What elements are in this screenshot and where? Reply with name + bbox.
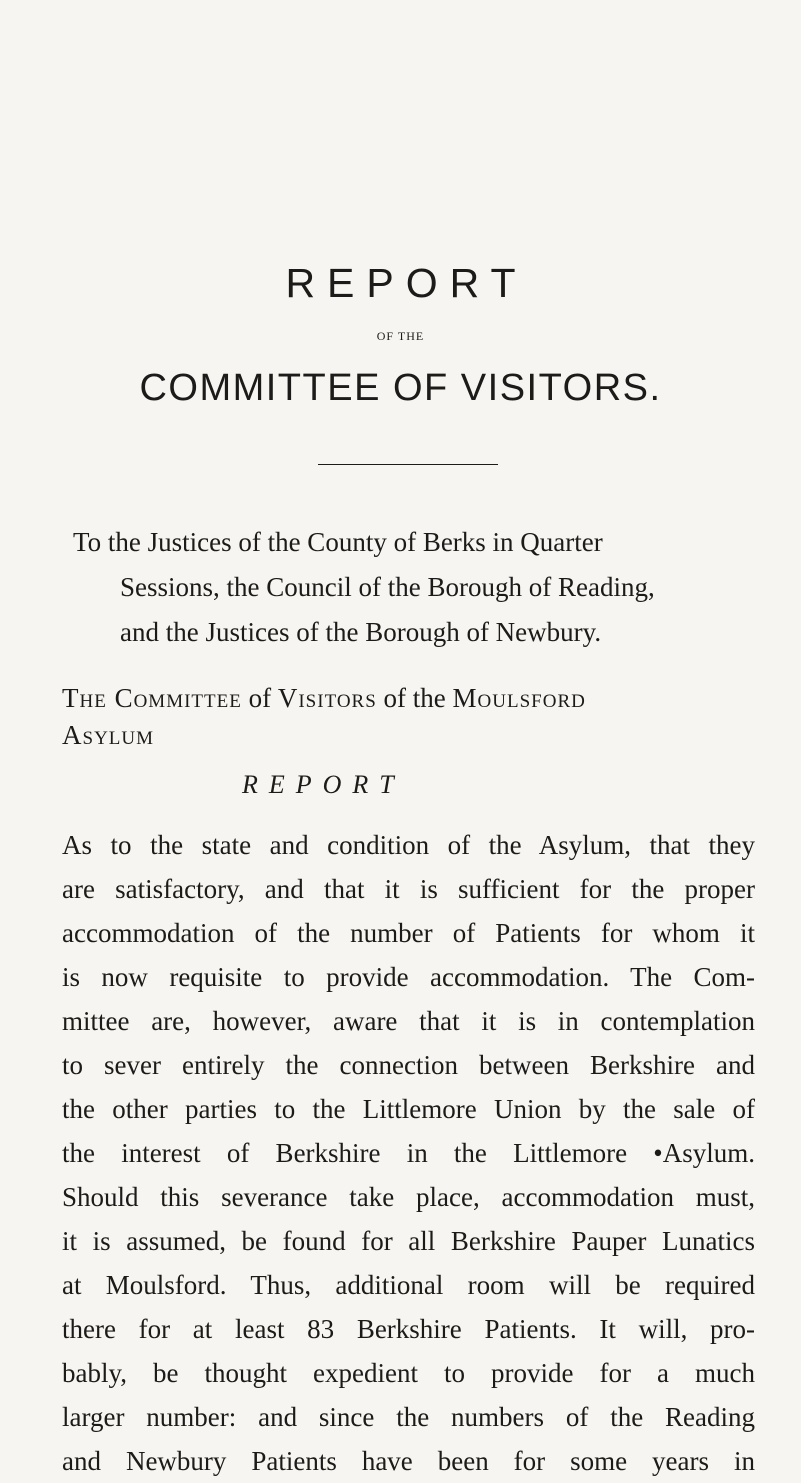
body-line-text: accommodation of the number of Patients for whom it (62, 918, 755, 948)
moulsford-text: Moulsford (452, 683, 586, 713)
address-line: and the Justices of the Borough of Newbury. (120, 617, 602, 647)
body-line-text: As to the state and condition of the Asylum, that they (62, 830, 755, 860)
body-line (62, 867, 755, 911)
committee-heading: COMMITTEE OF VISITORS. (139, 367, 662, 409)
body-line (62, 1087, 755, 1131)
body-line-text: to sever entirely the connection between Berkshire and (62, 1050, 755, 1080)
divider-rule (318, 464, 498, 465)
body-line (62, 911, 755, 955)
visitors-text: Visitors (277, 683, 377, 713)
body-line (62, 1395, 755, 1439)
body-line (62, 999, 755, 1043)
body-line-text: Should this severance take place, accommodation must, (62, 1182, 755, 1212)
body-line-text: bably, be thought expedient to provide for a much (62, 1358, 755, 1388)
of-text: of (248, 683, 272, 713)
body-line (62, 1263, 755, 1307)
body-line-text: at Moulsford. Thus, additional room will be required (62, 1270, 755, 1300)
body-line (62, 1043, 755, 1087)
report-title: REPORT (285, 260, 528, 306)
body-line-text: and Newbury Patients have been for some years in (62, 1446, 755, 1476)
body-line (62, 1439, 755, 1483)
of-the-text: of the (383, 683, 446, 713)
body-line-text: it is assumed, be found for all Berkshire Pauper Lunatics (62, 1226, 755, 1256)
address-line: To the Justices of the County of Berks in Quarter (73, 527, 603, 557)
asylum-text: Asylum (62, 720, 155, 750)
body-line (62, 1351, 755, 1395)
body-line-text: there for at least 83 Berkshire Patients. It will, pro- (62, 1314, 755, 1344)
body-line (62, 1175, 755, 1219)
body-line (62, 955, 755, 999)
address-line: Sessions, the Council of the Borough of Reading, (120, 572, 655, 602)
of-the-subheading: OF THE (376, 329, 425, 343)
committee-intro-line (62, 677, 586, 720)
the-committee-text: The Committee (62, 683, 242, 713)
body-line-text: are satisfactory, and that it is sufficient for the proper (62, 874, 755, 904)
body-line-text: the interest of Berkshire in the Littlemore •Asylum. (62, 1138, 755, 1168)
body-line-text: the other parties to the Littlemore Union by the sale of (62, 1094, 755, 1124)
body-paragraph (62, 823, 755, 1483)
body-line (62, 1307, 755, 1351)
body-line (62, 823, 755, 867)
report-italic-heading: REPORT (242, 770, 405, 799)
body-line-text: larger number: and since the numbers of the Reading (62, 1402, 755, 1432)
body-line (62, 1219, 755, 1263)
body-line-text: mittee are, however, aware that it is in contemplation (62, 1006, 755, 1036)
body-line (62, 1131, 755, 1175)
body-line-text: is now requisite to provide accommodation. The Com- (62, 962, 755, 992)
